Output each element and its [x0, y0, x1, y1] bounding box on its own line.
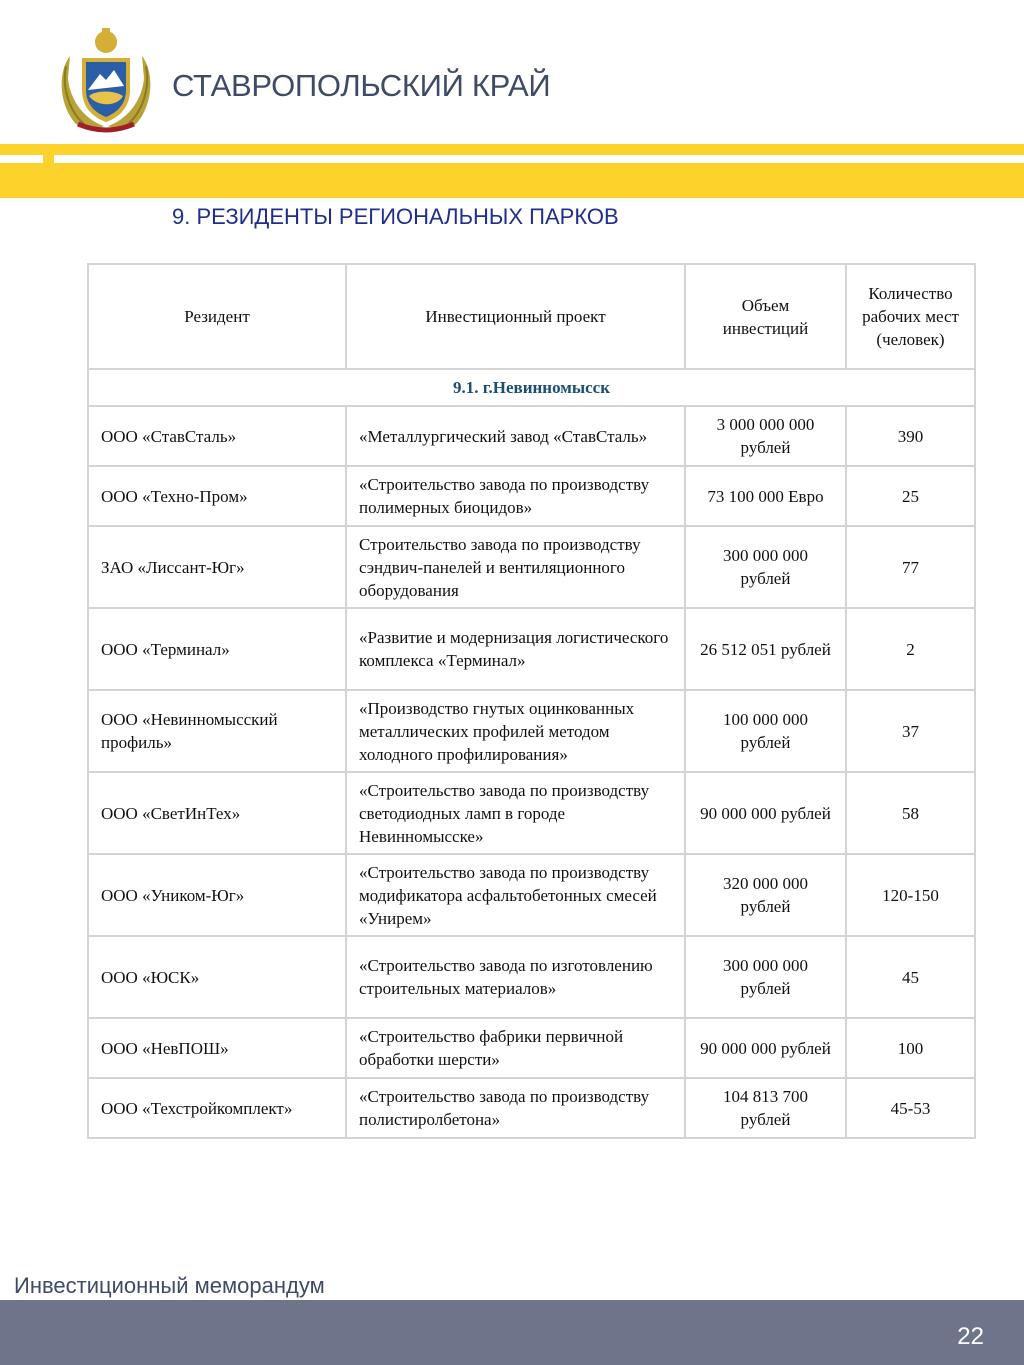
cell-jobs: 45 [846, 936, 975, 1018]
section-title: 9. РЕЗИДЕНТЫ РЕГИОНАЛЬНЫХ ПАРКОВ [172, 204, 619, 229]
cell-jobs: 37 [846, 690, 975, 772]
table-row [88, 690, 975, 772]
cell-project: Строительство завода по производству сэндвич-панелей и вентиляционного оборудования [346, 526, 685, 608]
table-row [88, 526, 975, 608]
cell-investment: 90 000 000 рублей [685, 772, 846, 854]
region-title: СТАВРОПОЛЬСКИЙ КРАЙ [172, 68, 551, 103]
cell-resident: ЗАО «Лиссант-Юг» [88, 526, 346, 608]
footer-bar [0, 1300, 1024, 1365]
cell-investment: 26 512 051 рублей [685, 608, 846, 690]
residents-table [87, 263, 976, 1139]
table-row [88, 466, 975, 526]
cell-project: «Строительство фабрики первичной обработки шерсти» [346, 1018, 685, 1078]
cell-project: «Строительство завода по производству модификатора асфальтобетонных смесей «Унирем» [346, 854, 685, 936]
cell-resident: ООО «СтавСталь» [88, 406, 346, 466]
cell-resident: ООО «Уником-Юг» [88, 854, 346, 936]
cell-resident: ООО «Невинномысский профиль» [88, 690, 346, 772]
cell-project: «Строительство завода по изготовлению строительных материалов» [346, 936, 685, 1018]
yellow-band-vertical [43, 144, 54, 198]
table-row [88, 854, 975, 936]
cell-jobs: 25 [846, 466, 975, 526]
table-row [88, 772, 975, 854]
footer-title: Инвестиционный меморандум [14, 1273, 325, 1298]
cell-investment: 300 000 000 рублей [685, 526, 846, 608]
yellow-band-thin [0, 144, 1024, 155]
header-jobs: Количество рабочих мест (человек) [846, 264, 975, 369]
table-row [88, 608, 975, 690]
header-resident: Резидент [88, 264, 346, 369]
cell-resident: ООО «Техстройкомплект» [88, 1078, 346, 1138]
table-row [88, 406, 975, 466]
table-subheading-row [88, 369, 975, 406]
cell-project: «Развитие и модернизация логистического комплекса «Терминал» [346, 608, 685, 690]
cell-project: «Строительство завода по производству светодиодных ламп в городе Невинномысске» [346, 772, 685, 854]
cell-investment: 300 000 000 рублей [685, 936, 846, 1018]
coat-of-arms-icon [56, 26, 156, 134]
table-row [88, 1078, 975, 1138]
table-header-row [88, 264, 975, 369]
subheading-city: 9.1. г.Невинномысск [88, 369, 975, 406]
table-row [88, 1018, 975, 1078]
cell-investment: 90 000 000 рублей [685, 1018, 846, 1078]
yellow-band-wide [0, 163, 1024, 198]
cell-jobs: 120-150 [846, 854, 975, 936]
cell-investment: 73 100 000 Евро [685, 466, 846, 526]
cell-project: «Производство гнутых оцинкованных металлических профилей методом холодного профилирования» [346, 690, 685, 772]
cell-resident: ООО «НевПОШ» [88, 1018, 346, 1078]
header-investment: Объем инвестиций [685, 264, 846, 369]
cell-project: «Металлургический завод «СтавСталь» [346, 406, 685, 466]
cell-project: «Строительство завода по производству полистиролбетона» [346, 1078, 685, 1138]
page-number: 22 [957, 1323, 984, 1350]
cell-resident: ООО «Техно-Пром» [88, 466, 346, 526]
cell-resident: ООО «Терминал» [88, 608, 346, 690]
table-row [88, 936, 975, 1018]
cell-jobs: 100 [846, 1018, 975, 1078]
cell-jobs: 390 [846, 406, 975, 466]
cell-jobs: 45-53 [846, 1078, 975, 1138]
cell-investment: 3 000 000 000 рублей [685, 406, 846, 466]
cell-project: «Строительство завода по производству полимерных биоцидов» [346, 466, 685, 526]
header-project: Инвестиционный проект [346, 264, 685, 369]
cell-investment: 320 000 000 рублей [685, 854, 846, 936]
cell-jobs: 58 [846, 772, 975, 854]
cell-jobs: 77 [846, 526, 975, 608]
cell-resident: ООО «ЮСК» [88, 936, 346, 1018]
cell-resident: ООО «СветИнТех» [88, 772, 346, 854]
cell-investment: 100 000 000 рублей [685, 690, 846, 772]
cell-jobs: 2 [846, 608, 975, 690]
cell-investment: 104 813 700 рублей [685, 1078, 846, 1138]
